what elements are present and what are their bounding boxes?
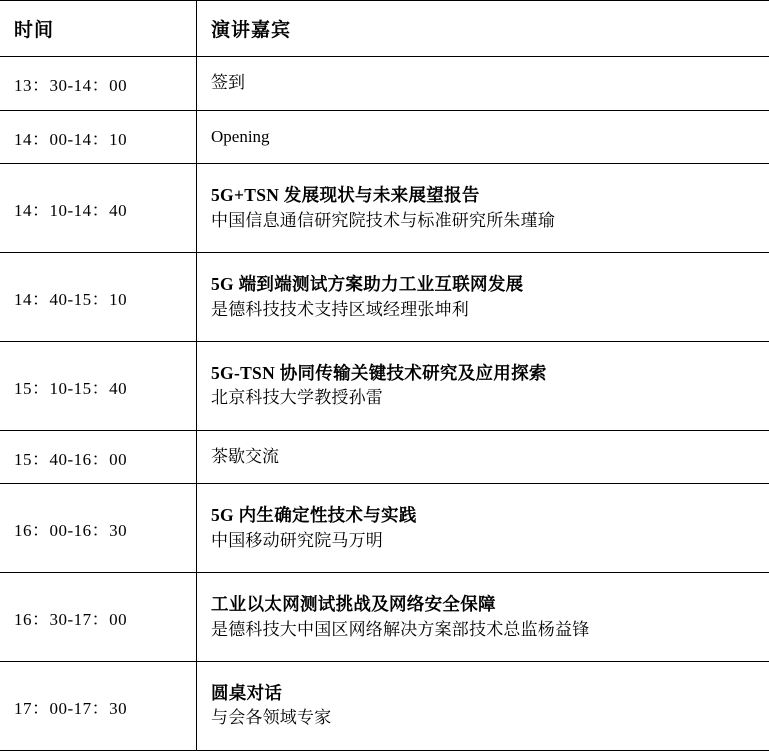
row-content	[197, 573, 769, 662]
row-title: 5G 内生确定性技术与实践	[211, 505, 417, 526]
row-title: 5G-TSN 协同传输关键技术研究及应用探索	[211, 362, 547, 383]
column-header-time: 时间	[0, 1, 197, 57]
row-subtitle: 中国移动研究院马万明	[211, 530, 383, 550]
table-row	[0, 253, 769, 342]
row-subtitle: 北京科技大学教授孙雷	[211, 388, 383, 408]
row-title: 签到	[211, 73, 245, 93]
row-content	[197, 662, 769, 751]
row-time: 14：00-14：10	[0, 110, 197, 164]
row-title: 5G+TSN 发展现状与未来展望报告	[211, 185, 480, 206]
table-header-row	[0, 1, 769, 57]
row-content	[197, 110, 769, 164]
row-content	[197, 164, 769, 253]
column-header-speaker: 演讲嘉宾	[197, 1, 769, 57]
row-time: 14：40-15：10	[0, 253, 197, 342]
row-title: 茶歇交流	[211, 446, 279, 466]
table-row	[0, 57, 769, 111]
table-row	[0, 430, 769, 484]
table-row	[0, 164, 769, 253]
table-row	[0, 573, 769, 662]
row-time: 15：40-16：00	[0, 430, 197, 484]
table-row	[0, 484, 769, 573]
row-subtitle: 中国信息通信研究院技术与标准研究所朱瑾瑜	[211, 210, 555, 230]
agenda-table-body	[0, 1, 769, 751]
table-row	[0, 662, 769, 751]
row-content	[197, 484, 769, 573]
row-time: 16：30-17：00	[0, 573, 197, 662]
row-content	[197, 430, 769, 484]
table-row	[0, 110, 769, 164]
row-time: 16：00-16：30	[0, 484, 197, 573]
row-time: 13：30-14：00	[0, 57, 197, 111]
row-subtitle: 是德科技技术支持区域经理张坤利	[211, 299, 469, 319]
row-title: Opening	[211, 126, 270, 146]
row-title: 5G 端到端测试方案助力工业互联网发展	[211, 274, 524, 295]
row-title: 工业以太网测试挑战及网络安全保障	[211, 594, 496, 615]
row-subtitle: 是德科技大中国区网络解决方案部技术总监杨益锋	[211, 619, 590, 639]
row-content	[197, 253, 769, 342]
row-time: 15：10-15：40	[0, 342, 197, 431]
table-row	[0, 342, 769, 431]
row-time: 14：10-14：40	[0, 164, 197, 253]
row-title: 圆桌对话	[211, 683, 283, 704]
row-content	[197, 57, 769, 111]
row-content	[197, 342, 769, 431]
row-subtitle: 与会各领域专家	[211, 708, 332, 728]
row-time: 17：00-17：30	[0, 662, 197, 751]
